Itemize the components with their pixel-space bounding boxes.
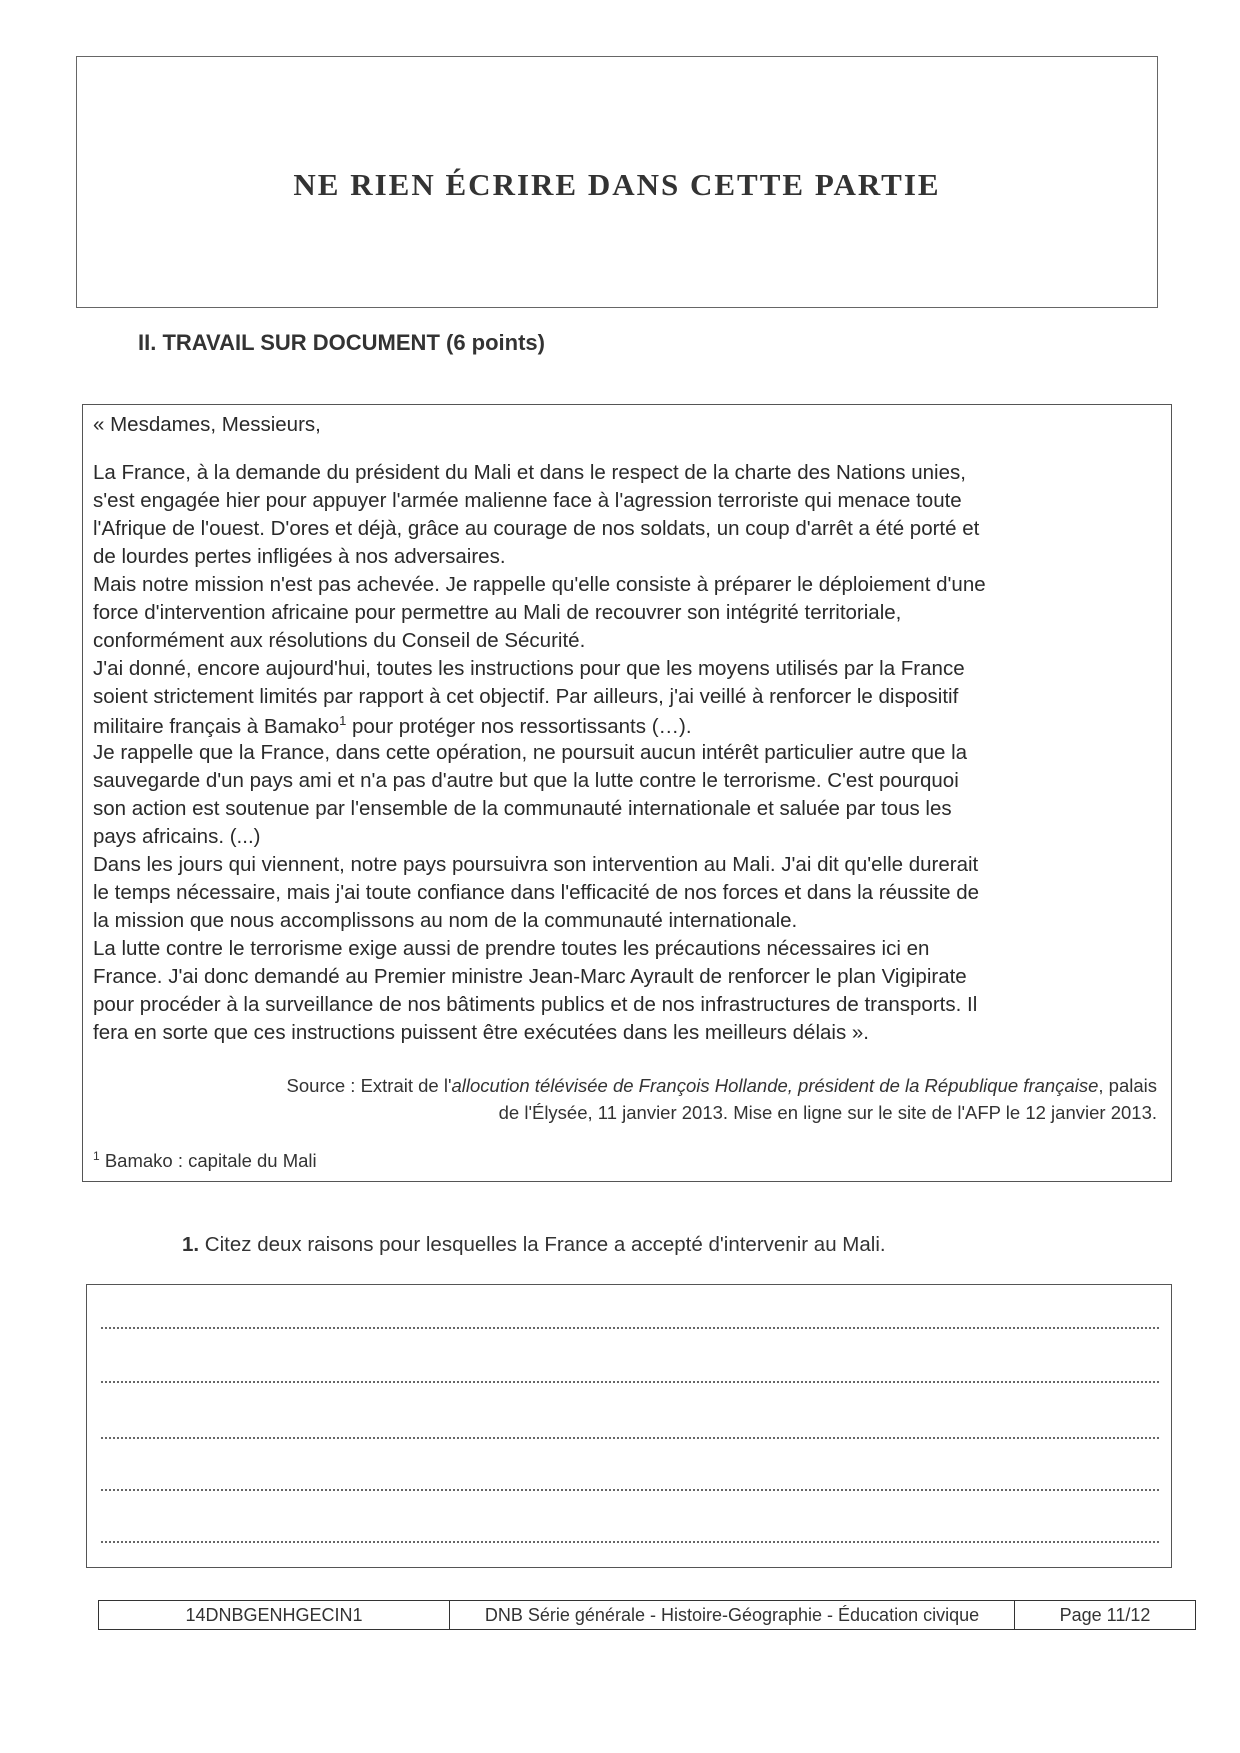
- question-number: 1.: [182, 1233, 200, 1256]
- footnote-ref: 1: [339, 713, 347, 728]
- source-title: allocution télévisée de François Hollande, président de la République française: [451, 1075, 1099, 1096]
- answer-line[interactable]: [101, 1381, 1159, 1383]
- document-line: « Mesdames, Messieurs,: [93, 413, 321, 436]
- do-not-write-notice: NE RIEN ÉCRIRE DANS CETTE PARTIE: [293, 167, 941, 202]
- document-line: son action est soutenue par l'ensemble de la communauté internationale et saluée par tous les: [93, 797, 952, 820]
- source-line-1: [287, 1075, 1157, 1097]
- document-line: le temps nécessaire, mais j'ai toute confiance dans l'efficacité de nos forces et dans la réussite de: [93, 881, 980, 904]
- document-line: pays africains. (...): [93, 825, 261, 848]
- footnote-mark: 1: [93, 1149, 100, 1163]
- document-line: la mission que nous accomplissons au nom de la communauté internationale.: [93, 909, 798, 932]
- document-line: La France, à la demande du président du Mali et dans le respect de la charte des Nations unies,: [93, 461, 966, 484]
- document-line: La lutte contre le terrorisme exige aussi de prendre toutes les précautions nécessaires ici en: [93, 937, 930, 960]
- document-line-bamako: [93, 713, 692, 739]
- document-box: [82, 404, 1172, 1182]
- page-number: Page 11/12: [1059, 1604, 1151, 1625]
- question-1: [182, 1233, 886, 1257]
- question-text: Citez deux raisons pour lesquelles la France a accepté d'intervenir au Mali.: [199, 1233, 886, 1256]
- document-line: conformément aux résolutions du Conseil de Sécurité.: [93, 629, 586, 652]
- document-line: sauvegarde d'un pays ami et n'a pas d'autre but que la lutte contre le terrorisme. C'est pourquoi: [93, 769, 959, 792]
- source-prefix: Source : Extrait de l': [286, 1075, 452, 1096]
- source-line-2: de l'Élysée, 11 janvier 2013. Mise en ligne sur le site de l'AFP le 12 janvier 2013.: [498, 1102, 1157, 1123]
- document-line: soient strictement limités par rapport à cet objectif. Par ailleurs, j'ai veillé à renforcer le dispositif: [93, 685, 959, 708]
- answer-line[interactable]: [101, 1437, 1159, 1439]
- footnote: [93, 1149, 317, 1172]
- document-line: France. J'ai donc demandé au Premier ministre Jean-Marc Ayrault de renforcer le plan Vigipirate: [93, 965, 967, 988]
- footnote-text: Bamako : capitale du Mali: [99, 1150, 317, 1172]
- source-suffix: , palais: [1098, 1075, 1157, 1096]
- bamako-text-before: militaire français à Bamako: [93, 714, 340, 738]
- document-line: s'est engagée hier pour appuyer l'armée malienne face à l'agression terroriste qui menace toute: [93, 489, 962, 512]
- answer-line[interactable]: [101, 1327, 1159, 1329]
- bamako-text-after: pour protéger nos ressortissants (…).: [346, 714, 692, 738]
- document-line: de lourdes pertes infligées à nos adversaires.: [93, 545, 506, 568]
- exam-subject: DNB Série générale - Histoire-Géographie - Éducation civique: [450, 1601, 1015, 1629]
- page-footer: [98, 1600, 1196, 1630]
- document-line: Dans les jours qui viennent, notre pays poursuivra son intervention au Mali. J'ai dit qu'elle durerait: [93, 853, 979, 876]
- section-title: II. TRAVAIL SUR DOCUMENT (6 points): [138, 330, 545, 355]
- exam-code: 14DNBGENHGECIN1: [99, 1601, 450, 1629]
- document-line: fera en sorte que ces instructions puissent être exécutées dans les meilleurs délais ».: [93, 1021, 869, 1044]
- document-line: Je rappelle que la France, dans cette opération, ne poursuit aucun intérêt particulier autre que la: [93, 741, 968, 764]
- do-not-write-box: [76, 56, 1158, 308]
- answer-line[interactable]: [101, 1489, 1159, 1491]
- document-line: Mais notre mission n'est pas achevée. Je rappelle qu'elle consiste à préparer le déploiement d'une: [93, 573, 986, 596]
- document-line: l'Afrique de l'ouest. D'ores et déjà, grâce au courage de nos soldats, un coup d'arrêt a été porté et: [93, 517, 980, 540]
- document-line: J'ai donné, encore aujourd'hui, toutes les instructions pour que les moyens utilisés par la France: [93, 657, 965, 680]
- answer-line[interactable]: [101, 1541, 1159, 1543]
- document-line: force d'intervention africaine pour permettre au Mali de recouvrer son intégrité territoriale,: [93, 601, 902, 624]
- document-line: pour procéder à la surveillance de nos bâtiments publics et de nos infrastructures de transports. Il: [93, 993, 978, 1016]
- answer-box[interactable]: [86, 1284, 1172, 1568]
